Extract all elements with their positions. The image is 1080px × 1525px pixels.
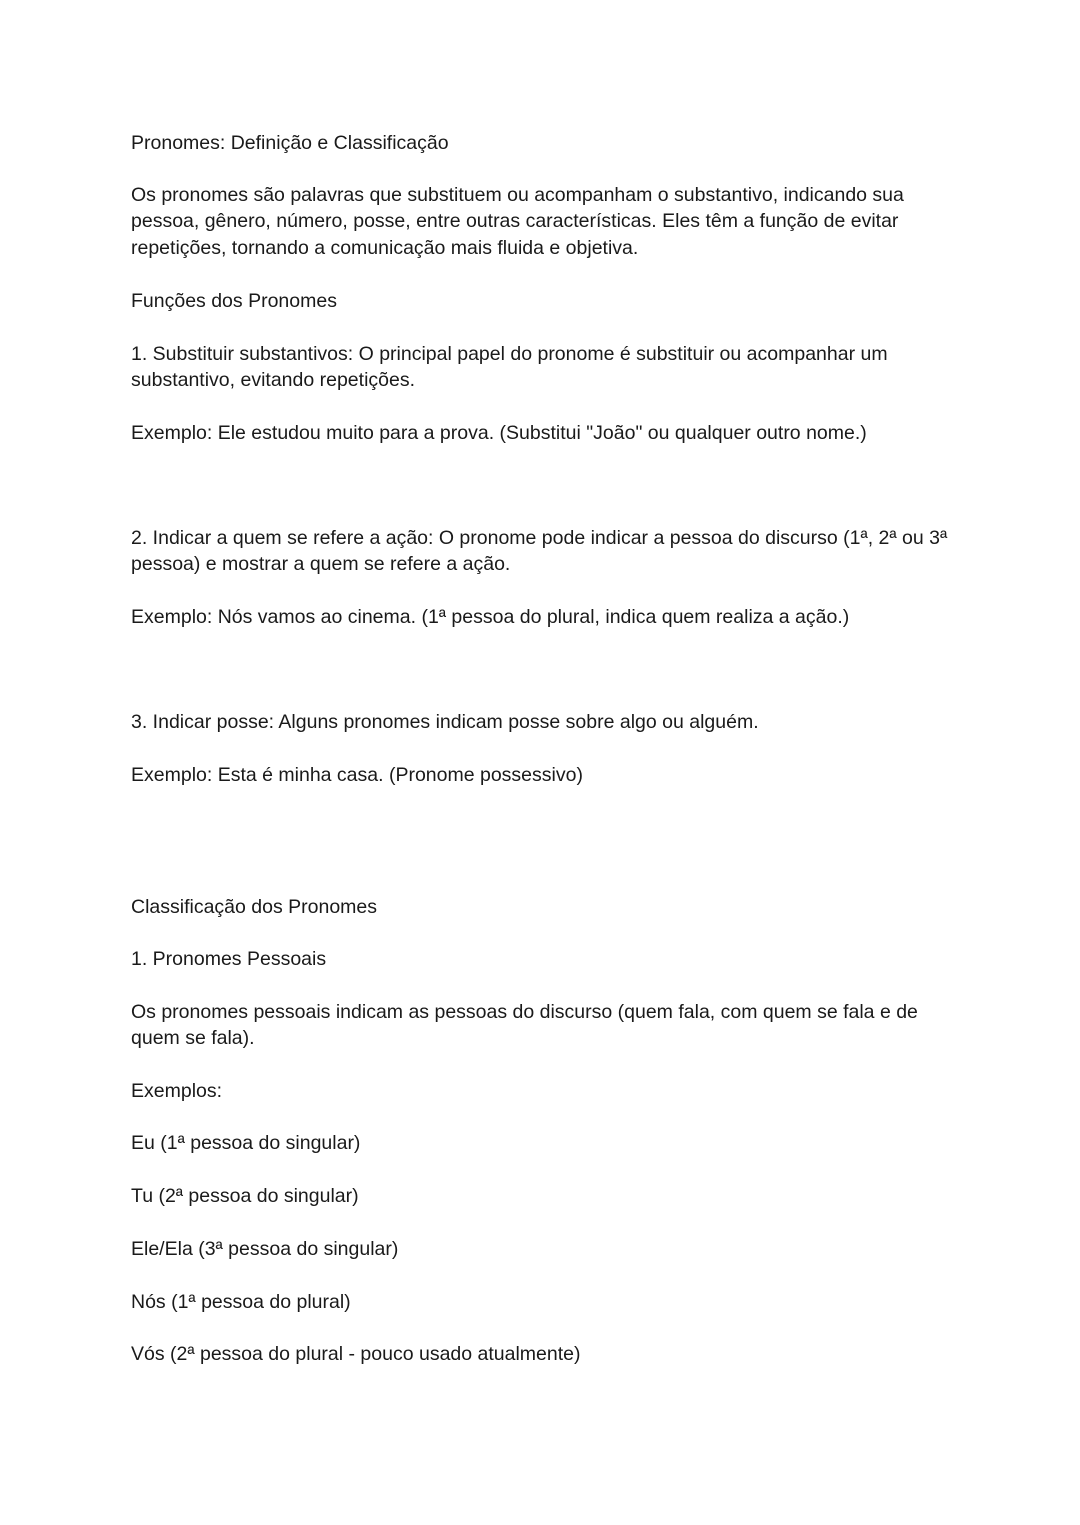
example-list-item: Tu (2ª pessoa do singular) — [131, 1185, 359, 1207]
examples-label: Exemplos: — [131, 1080, 223, 1102]
intro-paragraph: Os pronomes são palavras que substituem ou acompanham o substantivo, indicando sua pessoa, gênero, número, posse, entre outras características. Eles têm a função de evitar repetições, tornando a comunicação mais fluida e objetiva. — [131, 184, 904, 259]
function-item-3: 3. Indicar posse: Alguns pronomes indicam posse sobre algo ou alguém. — [131, 711, 759, 733]
function-example-1: Exemplo: Ele estudou muito para a prova. (Substitui "João" ou qualquer outro nome.) — [131, 422, 867, 444]
personal-pronouns-heading: 1. Pronomes Pessoais — [131, 948, 327, 970]
function-item-1: 1. Substituir substantivos: O principal papel do pronome é substituir ou acompanhar um substantivo, evitando repetições. — [131, 343, 888, 392]
example-list-item: Nós (1ª pessoa do plural) — [131, 1291, 351, 1313]
functions-heading: Funções dos Pronomes — [131, 290, 337, 312]
personal-pronouns-description: Os pronomes pessoais indicam as pessoas do discurso (quem fala, com quem se fala e de quem se fala). — [131, 1001, 918, 1050]
document-title: Pronomes: Definição e Classificação — [131, 132, 449, 154]
function-example-2: Exemplo: Nós vamos ao cinema. (1ª pessoa do plural, indica quem realiza a ação.) — [131, 606, 850, 628]
example-list-item: Vós (2ª pessoa do plural - pouco usado atualmente) — [131, 1343, 581, 1365]
function-example-3: Exemplo: Esta é minha casa. (Pronome possessivo) — [131, 764, 583, 786]
classification-heading: Classificação dos Pronomes — [131, 896, 378, 918]
example-list-item: Ele/Ela (3ª pessoa do singular) — [131, 1238, 399, 1260]
example-list-item: Eu (1ª pessoa do singular) — [131, 1132, 361, 1154]
function-item-2: 2. Indicar a quem se refere a ação: O pronome pode indicar a pessoa do discurso (1ª, 2ª ou 3ª pessoa) e mostrar a quem se refere a ação. — [131, 527, 948, 576]
